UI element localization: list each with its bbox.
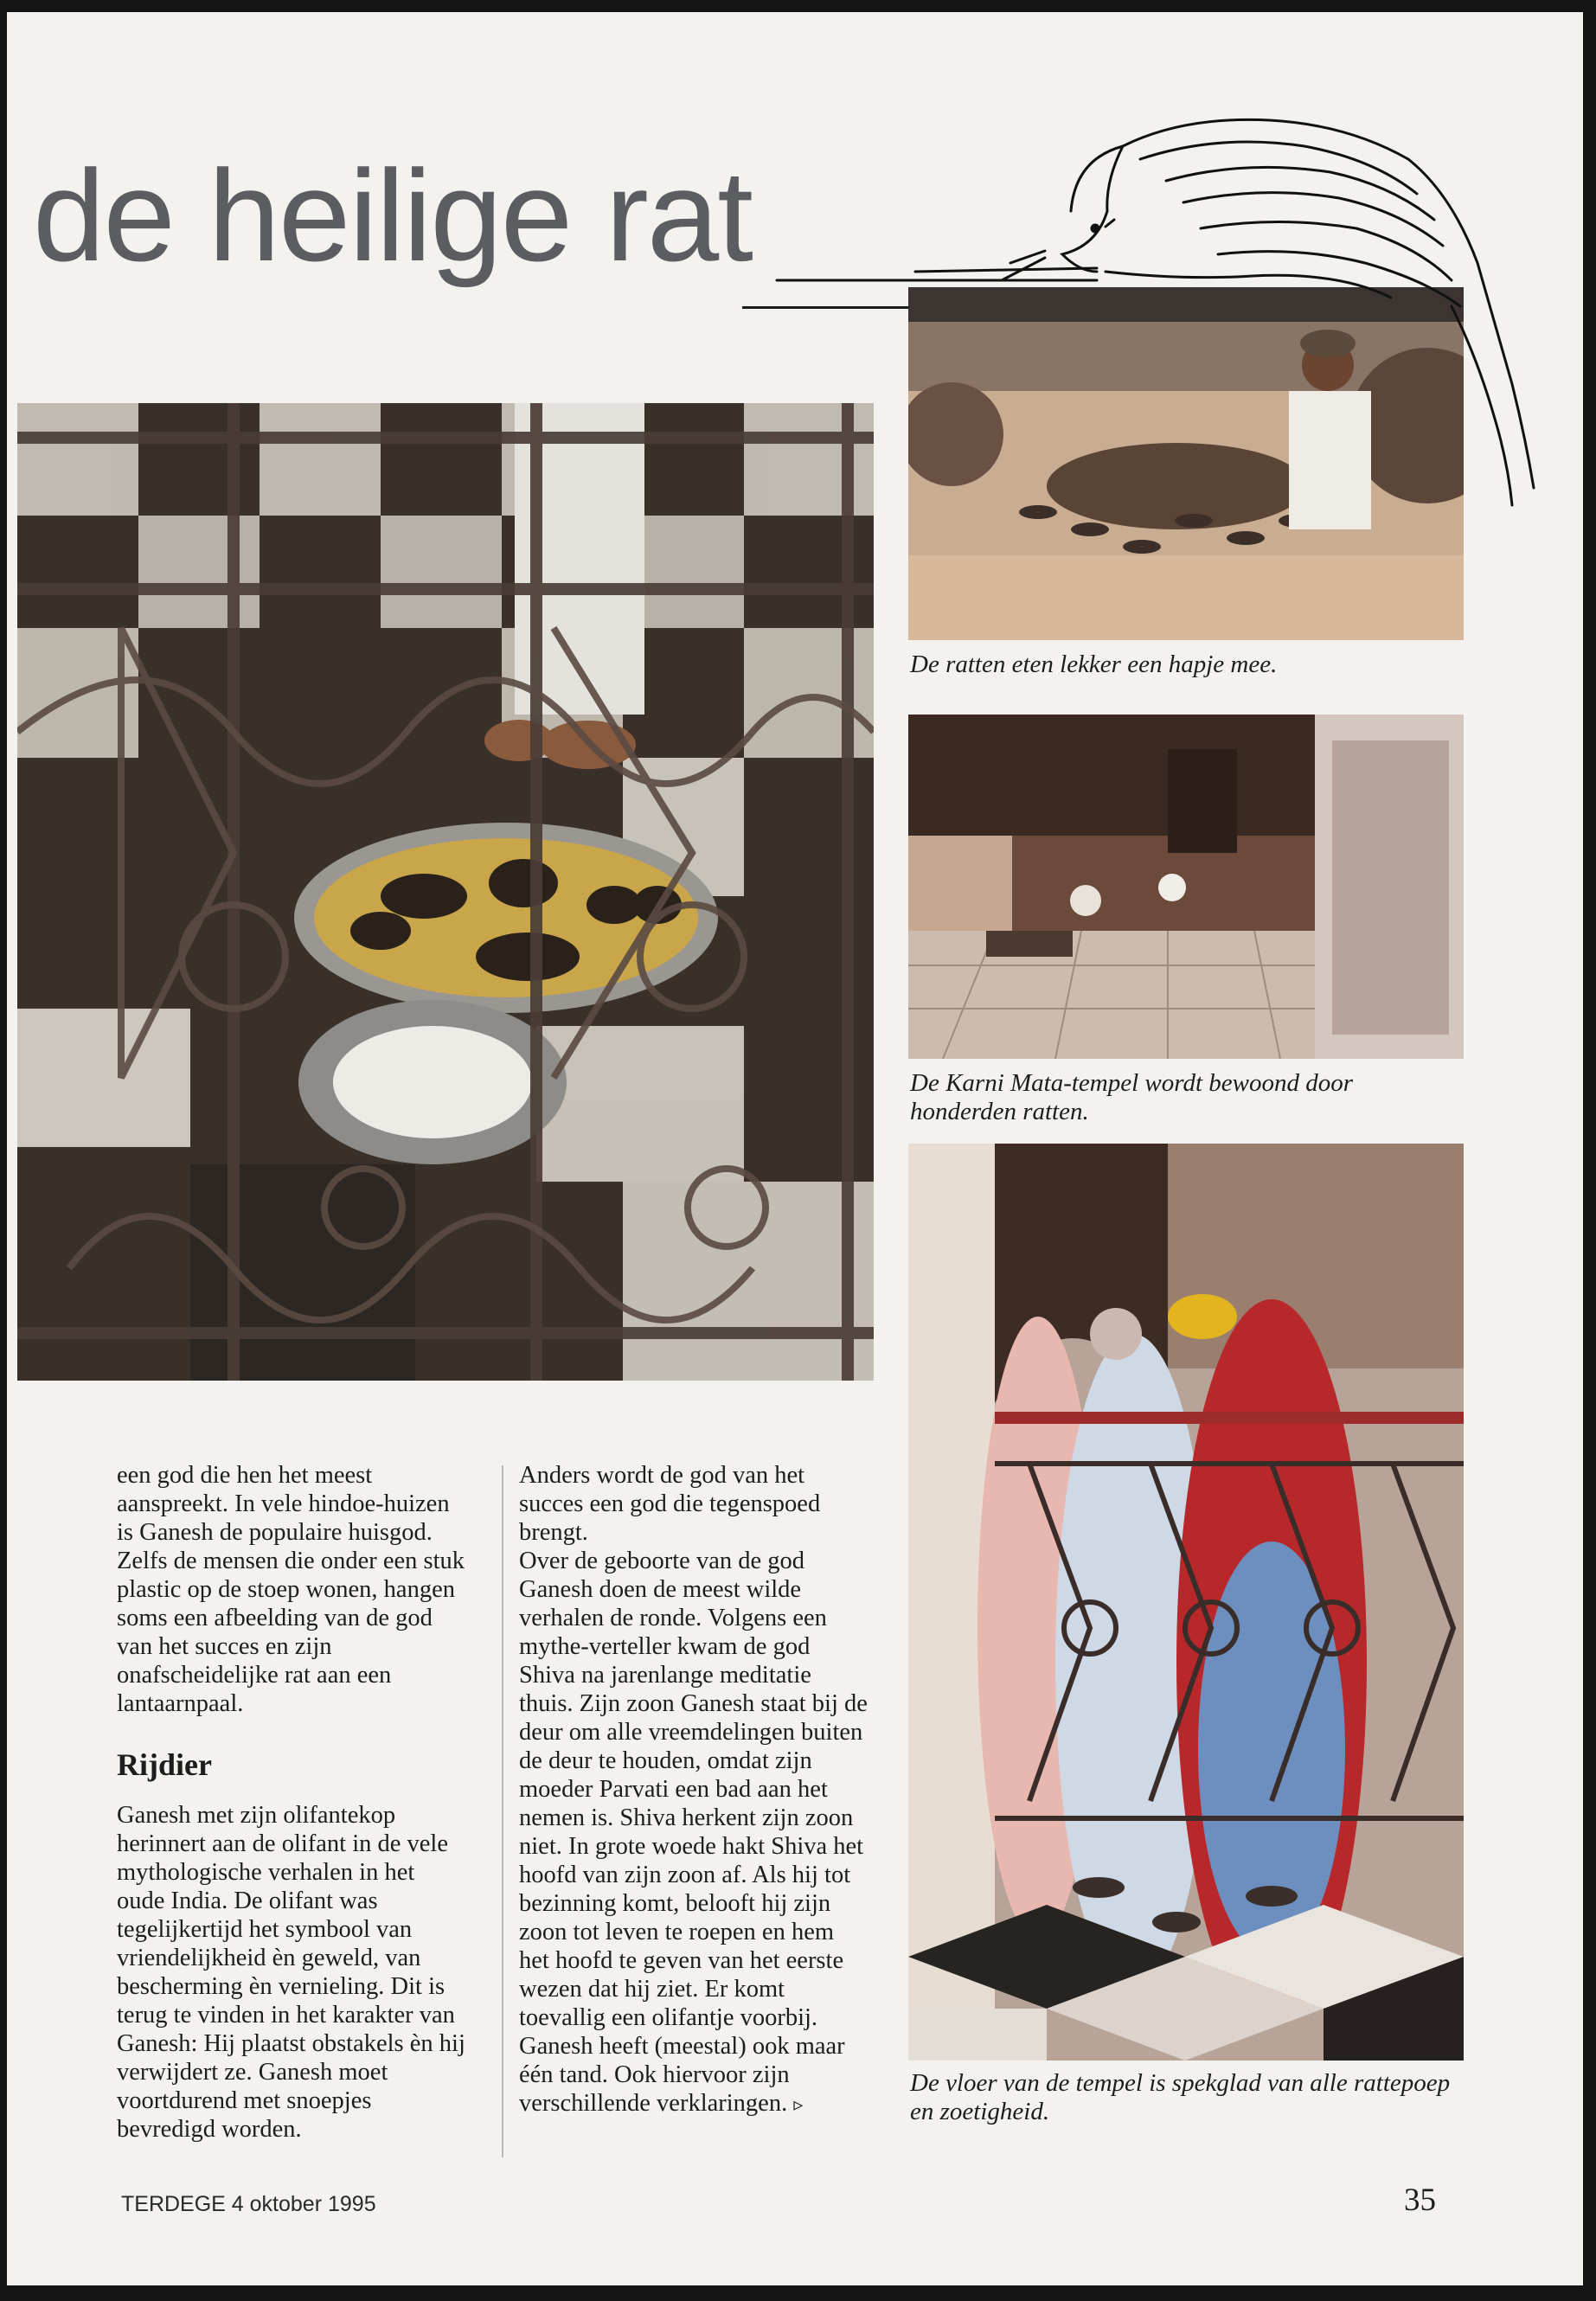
page-title: de heilige rat — [33, 143, 752, 288]
section-heading-rijdier: Rijdier — [117, 1747, 212, 1782]
column2-paragraph-2-text: Over de geboorte van de god Ganesh doen de meest wilde verhalen de ronde. Volgens een mythe-verteller kwam de god Shiva na jarenlange meditatie thuis. Zijn zoon Ganesh staat bij de deur om alle vreemdelingen buiten de deur te houden, omdat zijn moeder Parvati een bad aan het nemen is. Shiva herkent zijn zoon niet. In grote woede hakt Shiva het hoofd van zijn zoon af. Als hij tot bezinning komt, belooft hij zijn zoon tot leven te roepen en hem het hoofd te geven van het eerste wezen dat hij ziet. Er komt toevallig een olifantje voorbij. Ganesh heeft (meestal) ook maar één tand. Ook hiervoor zijn verschillende verklaringen. — [519, 1548, 868, 2117]
caption-photo3: De vloer van de tempel is spekglad van alle rattepoep en zoetigheid. — [910, 2069, 1451, 2125]
text-column-2 — [519, 1461, 869, 2119]
column1-paragraph-1: een god die hen het meest aanspreekt. In vele hindoe-huizen is Ganesh de populaire huisgod. Zelfs de mensen die onder een stuk plastic op de stoep wonen, hangen soms een afbeelding van de god van het succes en zijn onafscheidelijke rat aan een lantaarnpaal. — [117, 1462, 465, 1717]
caption-photo1: De ratten eten lekker een hapje mee. — [910, 651, 1278, 678]
main-photo-rats-plate — [17, 403, 874, 1381]
column2-paragraph-2 — [519, 1547, 869, 2119]
text-column-1 — [117, 1461, 467, 2144]
column-divider — [502, 1465, 503, 2157]
column2-paragraph-1: Anders wordt de god van het succes een god die tegenspoed brengt. — [519, 1462, 821, 1546]
photo-women-at-railing — [908, 1144, 1464, 2061]
page-number: 35 — [1404, 2182, 1436, 2218]
footer-publication: TERDEGE 4 oktober 1995 — [121, 2192, 376, 2216]
photo-temple-interior — [908, 715, 1464, 1059]
column1-paragraph-2: Ganesh met zijn olifantekop herinnert aan de olifant in de vele mythologische verhalen in het oude India. De olifant was tegelijkertijd het symbool van vriendelijkheid èn geweld, van bescherming èn vernieling. Dit is terug te vinden in het karakter van Ganesh: Hij plaatst obstakels èn hij verwijdert ze. Ganesh moet voortdurend met snoepjes bevredigd worden. — [117, 1802, 465, 2143]
rat-sketch-illustration — [734, 99, 1547, 548]
magazine-page — [7, 12, 1583, 2285]
continue-arrow-icon: ▹ — [793, 2094, 804, 2116]
caption-photo2: De Karni Mata-tempel wordt bewoond door honderden ratten. — [910, 1069, 1354, 1125]
